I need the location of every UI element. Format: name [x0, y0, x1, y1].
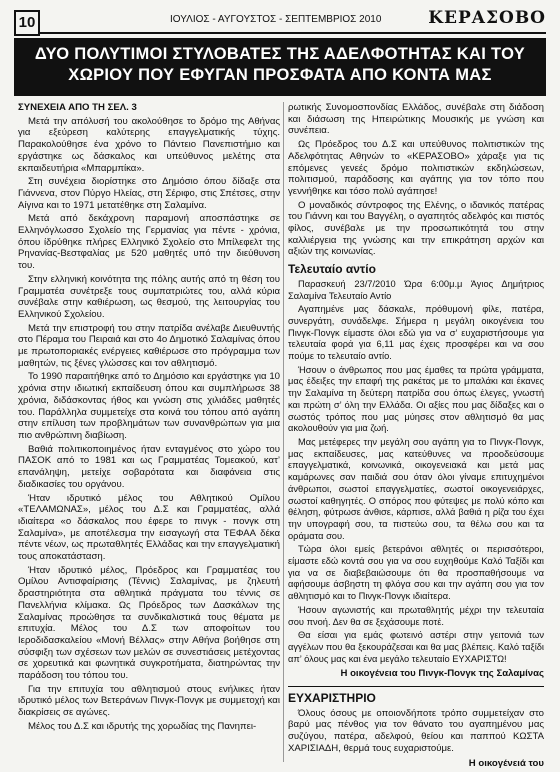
- article-paragraph: ρωτικής Συνομοσπονδίας Ελλάδος, συνέβαλε στη διάδοση και διάσωση της Ηπειρώτικης Μουσικής με γνώση και συνέπεια.: [288, 102, 544, 137]
- article-paragraph: Ως Πρόεδρος του Δ.Σ και υπεύθυνος πολιτιστικών της Αδελφότητας Αθηνών το «ΚΕΡΑΣΟΒΟ» χάραξε για τις επόμενες γενεές δρόμο πολιτιστικών εκδηλώσεων, πολιτισμού, παράδοσης και αγάπης για τον τόπο που γεννήθηκε και τόσο πολύ αγάπησε!: [288, 139, 544, 197]
- article-paragraph: Ο μοναδικός σύντροφος της Ελένης, ο ιδανικός πατέρας του Γιάννη και του Βαγγέλη, ο αγαπητός αδελφός και πιστός φίλος, συνέβαλε με την προσωπικότητά του στην καλλιέργεια της γνώσης και την επικράτηση αρχών και αξιών της κοινωνίας.: [288, 199, 544, 258]
- column-divider: [283, 102, 284, 762]
- headline: ΔΥΟ ΠΟΛΥΤΙΜΟΙ ΣΤΥΛΟΒΑΤΕΣ ΤΗΣ ΑΔΕΛΦΟΤΗΤΑΣ ΚΑΙ ΤΟΥ ΧΩΡΙΟΥ ΠΟΥ ΕΦΥΓΑΝ ΠΡΟΣΦΑΤΑ ΑΠΟ ΚΟΝΤΑ ΜΑΣ: [14, 38, 546, 96]
- article-paragraph: Ήταν ιδρυτικό μέλος, Πρόεδρος και Γραμματέας του Ομίλου Αντισφαίρισης (Τέννις) Σαλαμίνας, με ζηλευτή δραστηριότητα στα αθλητικά πράγματα του τέννις σε Πανελλήνια κλίμακα. Ως Πρόεδρος των Δασκάλων της Σαλαμίνας προώθησε τα συνδικαλιστικά τους θέματα με επιτυχία. Μέλος του Δ.Σ των αποφοίτων του Ιεροδιδασκαλείου «Μονή Βέλλας» στην Αθήνα βοήθησε στη σύσφιξη των σχέσεων των μελών σε συνεστιάσεις μετέχοντας σε χορευτικά και φωνητικά συγκροτήματα, διατηρώντας την παράδοση του τόπου του.: [18, 564, 280, 682]
- thanks-title: ΕΥΧΑΡΙΣΤΗΡΙΟ: [288, 691, 376, 706]
- farewell-paragraph: Τώρα όλοι εμείς βετεράνοι αθλητές οι περισσότεροι, είμαστε εδώ κοντά σου για να σου ευχηθούμε Καλό Ταξίδι και για να σε διαβεβαιώσουμε ότι θα προσπαθήσουμε να αφήσουμε άσβηστη τη φλόγα σου και την αγάπη σου για τον αθλητισμό και το Πινγκ-Πονγκ ιδιαίτερα.: [288, 544, 544, 602]
- article-paragraph: Το 1990 παραιτήθηκε από το Δημόσιο και εργάστηκε για 10 χρόνια στην ιδιωτική εκπαίδευση όπου και συμπλήρωσε 38 χρόνια, διδάσκοντας ήθος και γνώση στις χιλιάδες μαθητές του. Παράλληλα συμμετείχε στα κοινά του τόπου από αγάπη στην επίλυση των προβλημάτων των συνανθρώπων για μια πιο ανθρώπινη διαβίωση.: [18, 371, 280, 441]
- article-paragraph: Στην ελληνική κοινότητα της πόλης αυτής από τη θέση του Γραμματέα συνέτρεξε τους συμπατριώτες του, αλλά κύρια συνέβαλε στην καθιέρωση, ως θεσμού, της λειτουργίας του Ελληνικού Σχολείου.: [18, 273, 280, 320]
- article-paragraph: Μετά την επιστροφή του στην πατρίδα ανέλαβε Διευθυντής στο Πέραμα του Πειραιά και στο 4ο Δημοτικό Σαλαμίνας όπου με πρωτοποριακές ενέργειες καθιέρωσε στο πρόγραμμα των μαθητών, τις ξένες γλώσσες και τον αθλητισμό.: [18, 322, 280, 369]
- issue-date: ΙΟΥΛΙΟΣ - ΑΥΓΟΥΣΤΟΣ - ΣΕΠΤΕΜΒΡΙΟΣ 2010: [170, 14, 382, 25]
- newspaper-title: ΚΕΡΑΣΟΒΟ: [428, 8, 546, 28]
- article-paragraph: Μέλος του Δ.Σ και ιδρυτής της χορωδίας της Πανηπει-: [28, 720, 257, 732]
- farewell-section: [288, 279, 544, 666]
- farewell-paragraph: Αγαπημένε μας δάσκαλε, πρόθυμονή φίλε, πατέρα, συνεργάτη, συνάδελφε. Σήμερα η μεγάλη οικογένεια του Πινγκ-Πονγκ είμαστε όλοι εδώ για να σ’ ευχαριστήσουμε για τελευταία φορά για 6,11 μας έχεις προσφέρει και να σου πούμε το τελευταίο αντίο.: [288, 304, 544, 362]
- farewell-signature: Η οικογένεια του Πινγκ-Πονγκ της Σαλαμίνας: [340, 668, 544, 680]
- farewell-title: Τελευταίο αντίο: [288, 262, 376, 277]
- farewell-paragraph: Μας μετέφερες την μεγάλη σου αγάπη για το Πινγκ-Πονγκ, μας εκπαίδευσες, μας κατεύθυνες να προοδεύσουμε επαγγελματικά, κοινωνικά, οικογενειακά και μετά μας καμάρωνες σαν παιδιά σου όταν όλοι γίναμε επιτυχημένοι άνθρωποι, σωστοί επαγγελματίες, σωστοί οικογενειάρχες, σωστοί καθηγητές. Ο σπόρος που φύτεψες με πολύ κόπο και θέληση, φύτρωσε άνθισε, κάρπισε, αλλά βαθιά η ρίζα του έχει την υπογραφή σου, τα πιστεύω σου, τα θέλω σου και τα οράματα σου.: [288, 436, 544, 541]
- article-paragraph: Στη συνέχεια διορίστηκε στο Δημόσιο όπου δίδαξε στα Γιάννενα, στον Πύργο Ηλείας, στη Σέριφο, στις Σπέτσες, στην Αίγινα και το 1971 μετατέθηκε στη Σαλαμίνα.: [18, 176, 280, 211]
- thanks-signature: Η οικογένειά του: [468, 757, 544, 769]
- thanks-text: Όλους όσους με οποιονδήποτε τρόπο συμμετείχαν στο βαρύ μας πένθος για τον θάνατο του αγαπημένου μας συζύγου, πατέρα, αδελφού, θείου και παππού ΚΩΣΤΑ ΧΑΡΙΣΙΑΔΗ, θερμά τους ευχαριστούμε.: [288, 707, 544, 754]
- page-number: 10: [14, 10, 40, 36]
- continued-note: ΣΥΝΕΧΕΙΑ ΑΠΟ ΤΗ ΣΕΛ. 3: [18, 102, 137, 113]
- farewell-paragraph: Ήσουν αγωνιστής και πρωταθλητής μέχρι την τελευταία σου πνοή. Δεν θα σε ξεχάσουμε ποτέ.: [288, 604, 544, 627]
- farewell-paragraph: Θα είσαι για εμάς φωτεινό αστέρι στην γειτονιά των αγγέλων που θα ξεκουράζεσαι και θα μας βλέπεις. Καλό ταξίδι απ’ όλους μας και ένα μεγάλο τελευταίο ΕΥΧΑΡΙΣΤΩ!: [288, 630, 544, 664]
- left-column: [18, 102, 280, 735]
- article-paragraph: Μετά την απόλυσή του ακολούθησε το δρόμο της Αθήνας για εξεύρεση καλύτερης επαγγελματικής τύχης. Παρακολούθησε ένα χρόνο το Πάντειο Πανεπιστήμιο και εργάστηκε ως δάσκαλος και υπεύθυνος μελέτης στα εκπαιδευτήρια «Μπαρμπίκα».: [18, 115, 280, 174]
- right-column: [288, 102, 544, 772]
- farewell-paragraph: Ήσουν ο άνθρωπος που μας έμαθες τα πρώτα γράμματα, μας έδειξες την επαφή της ρακέτας με το μπαλάκι και έκανες την Σαλαμίνα τη δεύτερη πατρίδα σου όπως έλεγες, γνωστή και πρώτη σ’ όλη την Ελλάδα. Οι αξίες που μας δίδαξες και ο σωστός τρόπος που μας μύησες στον αθλητισμό θα μας ακολουθούν για μια ζωή.: [288, 364, 544, 434]
- article-paragraph: Βαθιά πολιτικοποιημένος ήταν ενταγμένος στο χώρο του ΠΑΣΟΚ από το 1981 και ως Γραμματέας Τομεακού, κατ’ επανάληψη, μετείχε σοβαρότατα και διαφάνεια στις διαδικασίες του οργάνου.: [18, 443, 280, 490]
- section-divider: [288, 686, 544, 687]
- article-paragraph: Ήταν ιδρυτικό μέλος του Αθλητικού Ομίλου «ΤΕΛΑΜΩΝΑΣ», μέλος του Δ.Σ και Γραμματέας, αλλά ιδιαίτερα «ο δάσκαλος που έφερε το πινγκ - πονγκ στη Σαλαμίνα», με αποτέλεσμα την εισαγωγή στα ΤΕΦΑΑ δέκα πέντε νέων, ως πρωταθλητές Ελλάδας και την επαγγελματική τους αποκατάσταση.: [18, 492, 280, 563]
- article-paragraph: Μετά από δεκάχρονη παραμονή αποσπάστηκε σε Ελληνόγλωσσο Σχολείο της Γερμανίας για πέντε - χρόνια, όπου ίδρύθηκε πλήρες Ελληνικό Σχολείο στο Μπίλεφελτ της Ρηνανίας-Βεστφαλίας με 520 μαθητές υπό την διεύθυνση του.: [18, 213, 280, 272]
- header-rule: [40, 32, 546, 34]
- article-paragraph: Για την επιτυχία του αθλητισμού στους ενήλικες ήταν ιδρυτικό μέλος των Βετεράνων Πινγκ-Πονγκ με συμμετοχή και διακρίσεις σε αγώνες.: [18, 683, 280, 719]
- funeral-notice: Παρασκευή 23/7/2010 Ώρα 6:00μ.μ Άγιος Δημήτριος Σαλαμίνα Τελευταίο Αντίο: [288, 278, 544, 301]
